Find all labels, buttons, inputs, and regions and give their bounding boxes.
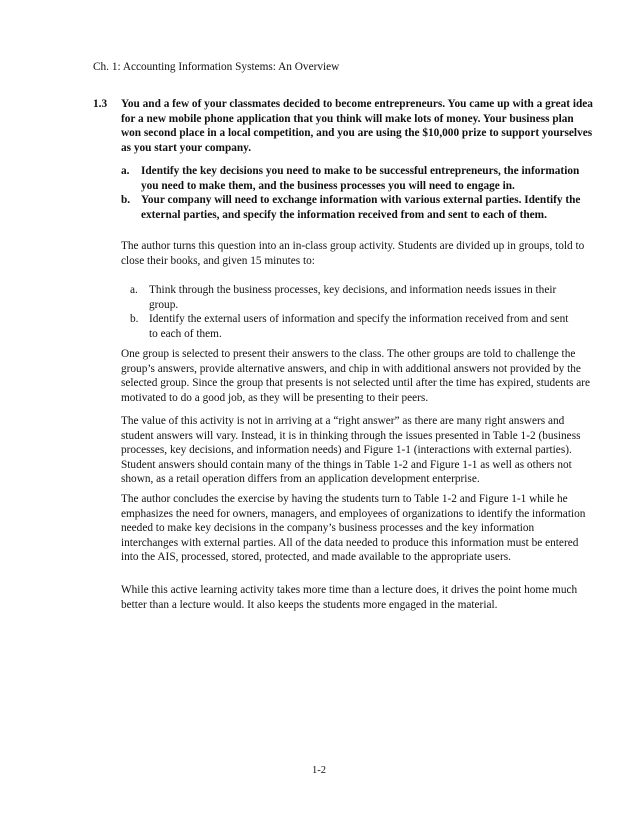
answer-paragraph-3 [121,492,591,565]
answer-paragraph-1 [121,347,591,405]
activity-item-b [130,312,580,341]
answer-paragraph-2 [121,414,591,487]
question-part-label: b. [121,194,131,207]
answer-intro [121,239,591,268]
question-part-b [121,193,581,222]
answer-intro-text: The author turns this question into an in-class group activity. Students are divided up in groups, told to close their books, and given 15 minutes to: [121,240,585,267]
question-text: You and a few of your classmates decided to become entrepreneurs. You came up with a great idea for a new mobile phone application that you think will make lots of money. Your business plan won second place in a local competition, and you are using the $10,000 prize to support yourselves as you start your company. [121,98,593,154]
activity-item-a [130,283,580,312]
question-number: 1.3 [93,98,108,110]
question-part-a [121,164,581,193]
activity-text: Identify the external users of information and specify the information received from and sent to each of them. [149,313,569,340]
page-number: 1-2 [312,765,326,776]
question-part-label: a. [121,165,130,177]
activity-label: a. [130,284,138,296]
activity-label: b. [130,313,139,326]
chapter-header: Ch. 1: Accounting Information Systems: An Overview [93,61,340,73]
answer-paragraph-4 [121,583,591,612]
paragraph-text: One group is selected to present their answers to the class. The other groups are told to challenge the group’s answers, provide alternative answers, and chip in with additional answers not provided by the selected group. Since the group that presents is not selected until after the time has expired, students are motivated to do a good job, as they will be presenting to their peers. [121,348,590,404]
activity-list [130,283,580,341]
activity-text: Think through the business processes, key decisions, and information needs issues in their group. [149,284,557,311]
question-block [93,97,593,155]
question-parts [121,164,581,222]
paragraph-text: The author concludes the exercise by having the students turn to Table 1-2 and Figure 1-1 while he emphasizes the need for owners, managers, and employees of organizations to identify the information needed to make key decisions in the company’s business processes and the key information interchanges with external parties. All of the data needed to produce this information must be entered into the AIS, processed, stored, protected, and made available to the appropriate users. [121,493,586,564]
paragraph-text: The value of this activity is not in arriving at a “right answer” as there are many right answers and student answers will vary. Instead, it is in thinking through the issues presented in Table 1-2 (business processes, key decisions, and information needs) and Figure 1-1 (interactions with external parties). Student answers should contain many of the things in Table 1-2 and Figure 1-1 as well as others not shown, as a retail operation differs from an application development enterprise. [121,415,581,486]
question-part-text: Identify the key decisions you need to make to be successful entrepreneurs, the information you need to make them, and the business processes you will need to engage in. [141,165,580,192]
question-part-text: Your company will need to exchange information with various external parties. Identify the external parties, and specify the information received from and sent to each of them. [141,194,581,221]
paragraph-text: While this active learning activity takes more time than a lecture does, it drives the point home much better than a lecture would. It also keeps the students more engaged in the material. [121,584,578,611]
